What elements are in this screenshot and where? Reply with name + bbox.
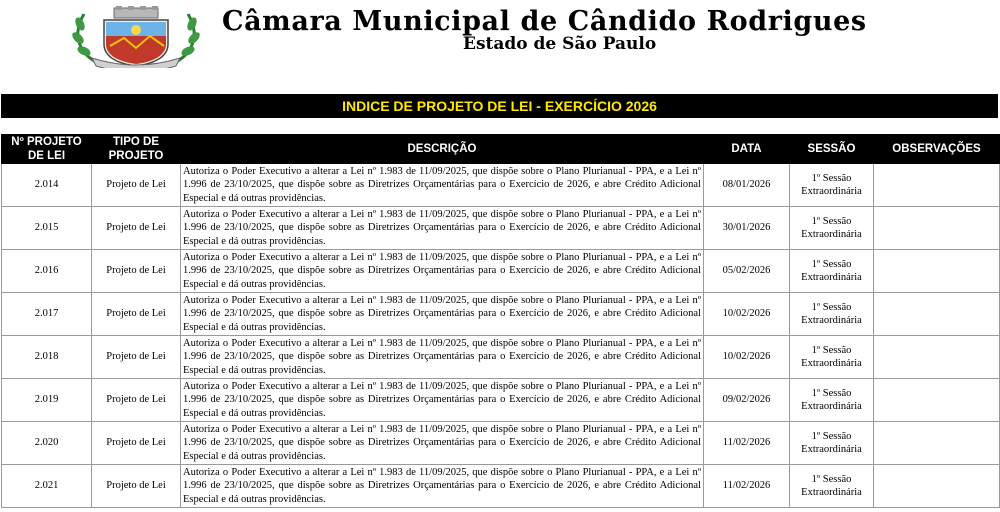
cell-data: 30/01/2026 xyxy=(704,207,790,250)
cell-data: 11/02/2026 xyxy=(704,465,790,508)
cell-observacoes xyxy=(874,336,1000,379)
cell-sessao: 1º Sessão Extraordinária xyxy=(790,422,874,465)
table-row xyxy=(2,422,1000,465)
index-banner: INDICE DE PROJETO DE LEI - EXERCÍCIO 2026 xyxy=(1,94,998,118)
cell-numero: 2.015 xyxy=(2,207,92,250)
cell-observacoes xyxy=(874,164,1000,207)
cell-observacoes xyxy=(874,379,1000,422)
cell-sessao: 1º Sessão Extraordinária xyxy=(790,164,874,207)
cell-tipo: Projeto de Lei xyxy=(92,250,181,293)
cell-descricao: Autoriza o Poder Executivo a alterar a Lei nº 1.983 de 11/09/2025, que dispõe sobre o Plano Plurianual - PPA, e a Lei nº 1.996 de 23/10/2025, que dispõe sobre as Diretrizes Orçamentárias para o Exercício de 2026, e abre Crédito Adicional Especial e dá outras providências. xyxy=(181,336,704,379)
cell-sessao: 1º Sessão Extraordinária xyxy=(790,336,874,379)
table-row xyxy=(2,336,1000,379)
projects-table xyxy=(1,134,1000,508)
cell-descricao: Autoriza o Poder Executivo a alterar a Lei nº 1.983 de 11/09/2025, que dispõe sobre o Plano Plurianual - PPA, e a Lei nº 1.996 de 23/10/2025, que dispõe sobre as Diretrizes Orçamentárias para o Exercício de 2026, e abre Crédito Adicional Especial e dá outras providências. xyxy=(181,379,704,422)
cell-tipo: Projeto de Lei xyxy=(92,465,181,508)
column-header-sessao: SESSÃO xyxy=(790,135,874,164)
column-header-data: DATA xyxy=(704,135,790,164)
cell-numero: 2.016 xyxy=(2,250,92,293)
cell-data: 10/02/2026 xyxy=(704,336,790,379)
cell-sessao: 1º Sessão Extraordinária xyxy=(790,379,874,422)
cell-observacoes xyxy=(874,293,1000,336)
cell-tipo: Projeto de Lei xyxy=(92,379,181,422)
municipal-coat-of-arms-icon xyxy=(70,6,202,68)
table-row xyxy=(2,250,1000,293)
cell-data: 05/02/2026 xyxy=(704,250,790,293)
cell-sessao: 1º Sessão Extraordinária xyxy=(790,465,874,508)
table-row xyxy=(2,164,1000,207)
column-header-numero: Nº PROJETO DE LEI xyxy=(2,135,92,164)
cell-descricao: Autoriza o Poder Executivo a alterar a Lei nº 1.983 de 11/09/2025, que dispõe sobre o Plano Plurianual - PPA, e a Lei nº 1.996 de 23/10/2025, que dispõe sobre as Diretrizes Orçamentárias para o Exercício de 2026, e abre Crédito Adicional Especial e dá outras providências. xyxy=(181,465,704,508)
cell-numero: 2.021 xyxy=(2,465,92,508)
cell-numero: 2.014 xyxy=(2,164,92,207)
cell-sessao: 1º Sessão Extraordinária xyxy=(790,293,874,336)
cell-observacoes xyxy=(874,250,1000,293)
cell-observacoes xyxy=(874,207,1000,250)
cell-data: 10/02/2026 xyxy=(704,293,790,336)
cell-numero: 2.017 xyxy=(2,293,92,336)
column-header-descricao: DESCRIÇÃO xyxy=(181,135,704,164)
cell-tipo: Projeto de Lei xyxy=(92,207,181,250)
table-row xyxy=(2,293,1000,336)
column-header-tipo: TIPO DE PROJETO xyxy=(92,135,181,164)
cell-numero: 2.019 xyxy=(2,379,92,422)
cell-tipo: Projeto de Lei xyxy=(92,422,181,465)
cell-observacoes xyxy=(874,422,1000,465)
cell-tipo: Projeto de Lei xyxy=(92,164,181,207)
cell-sessao: 1º Sessão Extraordinária xyxy=(790,250,874,293)
cell-data: 08/01/2026 xyxy=(704,164,790,207)
cell-sessao: 1º Sessão Extraordinária xyxy=(790,207,874,250)
cell-descricao: Autoriza o Poder Executivo a alterar a Lei nº 1.983 de 11/09/2025, que dispõe sobre o Plano Plurianual - PPA, e a Lei nº 1.996 de 23/10/2025, que dispõe sobre as Diretrizes Orçamentárias para o Exercício de 2026, e abre Crédito Adicional Especial e dá outras providências. xyxy=(181,422,704,465)
column-header-observacoes: OBSERVAÇÕES xyxy=(874,135,1000,164)
cell-numero: 2.020 xyxy=(2,422,92,465)
table-row xyxy=(2,379,1000,422)
cell-descricao: Autoriza o Poder Executivo a alterar a Lei nº 1.983 de 11/09/2025, que dispõe sobre o Plano Plurianual - PPA, e a Lei nº 1.996 de 23/10/2025, que dispõe sobre as Diretrizes Orçamentárias para o Exercício de 2026, e abre Crédito Adicional Especial e dá outras providências. xyxy=(181,164,704,207)
cell-observacoes xyxy=(874,465,1000,508)
cell-tipo: Projeto de Lei xyxy=(92,336,181,379)
table-row xyxy=(2,207,1000,250)
page-subtitle: Estado de São Paulo xyxy=(463,34,657,54)
page-title: Câmara Municipal de Cândido Rodrigues xyxy=(222,6,867,37)
table-header-row xyxy=(2,135,1000,164)
cell-data: 11/02/2026 xyxy=(704,422,790,465)
page-header xyxy=(0,0,1000,92)
cell-descricao: Autoriza o Poder Executivo a alterar a Lei nº 1.983 de 11/09/2025, que dispõe sobre o Plano Plurianual - PPA, e a Lei nº 1.996 de 23/10/2025, que dispõe sobre as Diretrizes Orçamentárias para o Exercício de 2026, e abre Crédito Adicional Especial e dá outras providências. xyxy=(181,207,704,250)
cell-data: 09/02/2026 xyxy=(704,379,790,422)
cell-descricao: Autoriza o Poder Executivo a alterar a Lei nº 1.983 de 11/09/2025, que dispõe sobre o Plano Plurianual - PPA, e a Lei nº 1.996 de 23/10/2025, que dispõe sobre as Diretrizes Orçamentárias para o Exercício de 2026, e abre Crédito Adicional Especial e dá outras providências. xyxy=(181,250,704,293)
table-row xyxy=(2,465,1000,508)
cell-numero: 2.018 xyxy=(2,336,92,379)
cell-descricao: Autoriza o Poder Executivo a alterar a Lei nº 1.983 de 11/09/2025, que dispõe sobre o Plano Plurianual - PPA, e a Lei nº 1.996 de 23/10/2025, que dispõe sobre as Diretrizes Orçamentárias para o Exercício de 2026, e abre Crédito Adicional Especial e dá outras providências. xyxy=(181,293,704,336)
cell-tipo: Projeto de Lei xyxy=(92,293,181,336)
